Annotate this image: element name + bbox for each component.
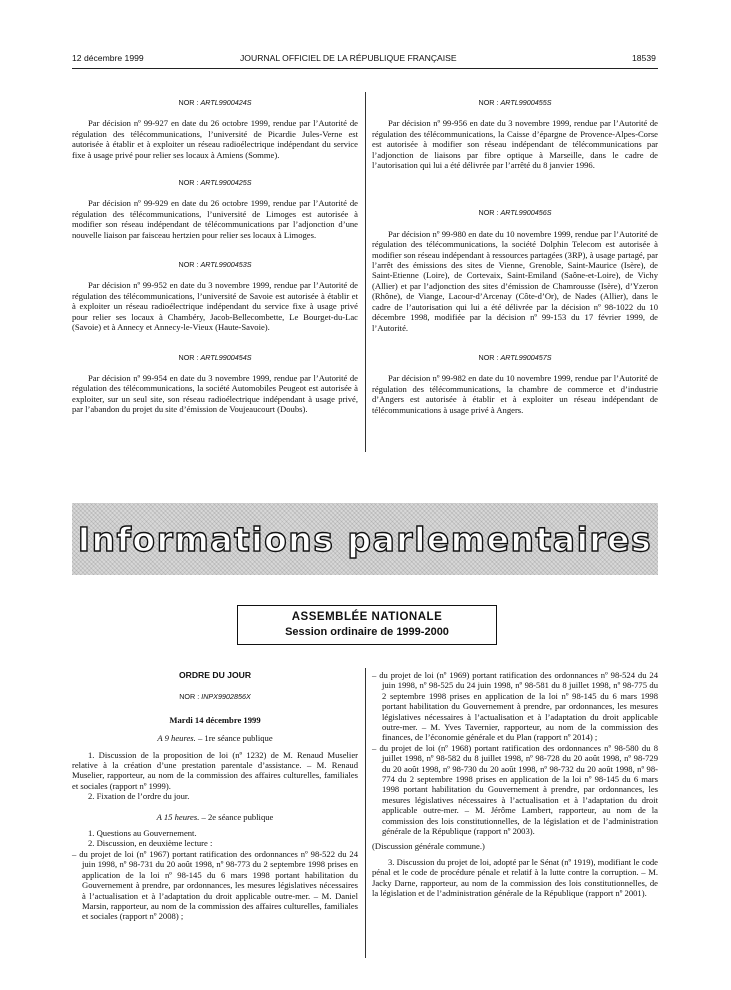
agenda-item: 2. Fixation de l’ordre du jour. (88, 791, 190, 802)
section-banner (72, 503, 658, 575)
page-number: 18539 (632, 53, 656, 63)
decision-text: Par décision nº 99-952 en date du 3 novembre 1999, rendue par l’Autorité de régulation des télécommunications, l’université de Savoie est autorisée à établir et à exploiter un réseau radioélectrique indépendant du service fixe à usage privé pour relier ses locaux à Chambéry, Jacob-Bellecombette, Le Bourget-du-Lac (Savoie) et à Annecy et Annecy-le-Vieux (Haute-Savoie). (72, 280, 358, 333)
nor-line: NOR : ARTL9900424S (178, 98, 252, 107)
column-divider (365, 92, 366, 452)
header-rule (72, 68, 658, 69)
banner-title: Informations parlementaires (77, 519, 653, 559)
ordre-right-column (372, 670, 658, 899)
dash-item: – du projet de loi (nº 1969) portant ratification des ordonnances nº 98-524 du 24 juin 1998, nº 98-525 du 24 juin 1998, nº 98-581 du 8 juillet 1998, nº 98-775 du 2 septembre 1998 prises en application de la loi nº 98-145 du 6 mars 1998 portant habilitation du Gouvernement à prendre, par ordonnances, les mesures législatives nécessaires à l’actualisation et à l’adaptation du droit applicable outre-mer. – M. Yves Tavernier, rapporteur, au nom de la commission des finances, de l’économie générale et du Plan (rapport nº 2014) ; (372, 670, 658, 743)
decision-text: Par décision nº 99-956 en date du 3 novembre 1999, rendue par l’Autorité de régulation des télécommunications, la Caisse d’épargne de Provence-Alpes-Corse est autorisée à modifier son réseau indépendant de télécommunications par l’adjonction de liaisons par fibre optique à Marseille, dans le cadre de l’autorisation qui lui a été délivrée par l’arrêté du 8 janvier 1996. (372, 118, 658, 171)
assembly-title: ASSEMBLÉE NATIONALE (291, 611, 443, 623)
decision-text: Par décision nº 99-982 en date du 10 novembre 1999, rendue par l’Autorité de régulation des télécommunications, la chambre de commerce et d’industrie d’Angers est autorisée à établir et à exploiter un réseau indépendant de télécommunications à usage privé à Angers. (372, 373, 658, 415)
assembly-box (237, 605, 497, 645)
right-column-decisions (372, 98, 658, 415)
session-2-title: A 15 heures. – 2e séance publique (156, 811, 274, 822)
session-1-title: A 9 heures. – 1re séance publique (157, 733, 273, 744)
nor-line: NOR : ARTL9900453S (178, 260, 252, 270)
column-divider-bottom (365, 668, 366, 958)
dash-list (372, 670, 658, 837)
agenda-item: 1. Questions au Gouvernement. (88, 828, 197, 839)
nor-line: NOR : ARTL9900454S (178, 352, 252, 362)
decision-text: Par décision nº 99-980 en date du 10 novembre 1999, rendue par l’Autorité de régulation des télécommunications, la société Dolphin Telecom est autorisée à modifier son réseau indépendant à ressources partagées (3RP), à usage partagé, par l’arrêt des émissions des sites de Vienne, Grenoble, Saint-Maurice (Isère), de Saint-Etienne (Loire), de Cortevaix, Saint-Emiland (Saône-et-Loire), de Vichy (Allier) et par l’adjonction des sites d’émission de Chamrousse (Isère), d’Yzeron (Rhône), de Viange, Lacour-d’Arcenay (Côte-d’Or), de Nades (Allier), dans le cadre de l’autorisation qui lui a été délivrée par la décision nº 98-1022 du 10 décembre 1998, modifiée par la décision nº 99-153 du 17 février 1999, de l’Autorité. (372, 228, 658, 333)
session-day: Mardi 14 décembre 1999 (169, 714, 261, 725)
nor-line: NOR : ARTL9900457S (478, 352, 552, 362)
general-discussion: (Discussion générale commune.) (372, 840, 485, 851)
left-column-decisions (72, 98, 358, 415)
decision-text: Par décision nº 99-954 en date du 3 novembre 1999, rendue par l’Autorité de régulation des télécommunications, la société Automobiles Peugeot est autorisée à exploiter, sur un seul site, son réseau radioélectrique indépendant à usage privé, par l’abandon du projet du site d’émission de Voujeaucourt (Doubs). (72, 372, 358, 415)
ordre-left-column (72, 670, 358, 922)
dash-item: – du projet de loi (nº 1968) portant ratification des ordonnances nº 98-580 du 8 juillet 1998, nº 98-582 du 8 juillet 1998, nº 98-728 du 20 août 1998, nº 98-729 du 20 août 1998, nº 98-730 du 20 août 1998, nº 98-732 du 20 août 1998, nº 98-774 du 2 septembre 1998 prises en application de la loi nº 98-145 du 6 mars 1998 portant habilitation du Gouvernement à prendre, par ordonnances, les mesures législatives nécessaires à l’actualisation et à l’adaptation du droit applicable outre-mer. – M. Jérôme Lambert, rapporteur, au nom de la commission des lois constitutionnelles, de la législation et de l’administration générale de la République (rapport nº 2003). (372, 742, 658, 837)
decision-text: Par décision nº 99-929 en date du 26 octobre 1999, rendue par l’Autorité de régulation des télécommunications, l’université de Limoges est autorisée à modifier son réseau indépendant de télécommunications par l’adjonction d’une nouvelle liaison par faisceau hertzien pour relier ses locaux à Limoges. (72, 198, 358, 240)
decision-text: Par décision nº 99-927 en date du 26 octobre 1999, rendue par l’Autorité de régulation des télécommunications, l’université de Picardie Jules-Verne est autorisée à établir et à exploiter un réseau radioélectrique indépendant du service fixe à usage privé pour relier ses locaux à Amiens (Somme). (72, 118, 358, 160)
nor-line: NOR : INPX9902856X (179, 692, 251, 702)
dash-item: – du projet de loi (nº 1967) portant ratification des ordonnances nº 98-522 du 24 juin 1998, nº 98-731 du 20 août 1998, nº 98-773 du 2 septembre 1998 prises en application de la loi nº 98-145 du 6 mars 1998 portant habilitation du Gouvernement à prendre, par ordonnances, les mesures législatives nécessaires à l’actualisation et à l’adaptation du droit applicable outre-mer. – M. Daniel Marsin, rapporteur, au nom de la commission des affaires culturelles, familiales et sociales (rapport nº 2008) ; (72, 848, 358, 922)
nor-line: NOR : ARTL9900456S (478, 208, 552, 218)
dash-list (72, 849, 358, 922)
nor-line: NOR : ARTL9900425S (178, 178, 252, 188)
agenda-item: 2. Discussion, en deuxième lecture : (88, 838, 213, 849)
journal-title: JOURNAL OFFICIEL DE LA RÉPUBLIQUE FRANÇAISE (240, 53, 457, 63)
header-date: 12 décembre 1999 (72, 53, 144, 63)
agenda-item: 1. Discussion de la proposition de loi (nº 1232) de M. Renaud Muselier relative à la création d’une prestation parentale d’assistance. – M. Renaud Muselier, rapporteur, au nom de la commission des affaires culturelles, familiales et sociales (rapport nº 1999). (72, 749, 358, 791)
ordre-heading: ORDRE DU JOUR (178, 670, 252, 680)
agenda-item: 3. Discussion du projet de loi, adopté par le Sénat (nº 1919), modifiant le code pénal et le code de procédure pénale et relatif à la lutte contre la corruption. – M. Jacky Darne, rapporteur, au nom de la commission des lois constitutionnelles, de la législation et de l’administration générale de la République (rapport nº 2001). (372, 856, 658, 899)
nor-line: NOR : ARTL9900455S (478, 98, 552, 107)
session-title: Session ordinaire de 1999-2000 (285, 626, 449, 638)
